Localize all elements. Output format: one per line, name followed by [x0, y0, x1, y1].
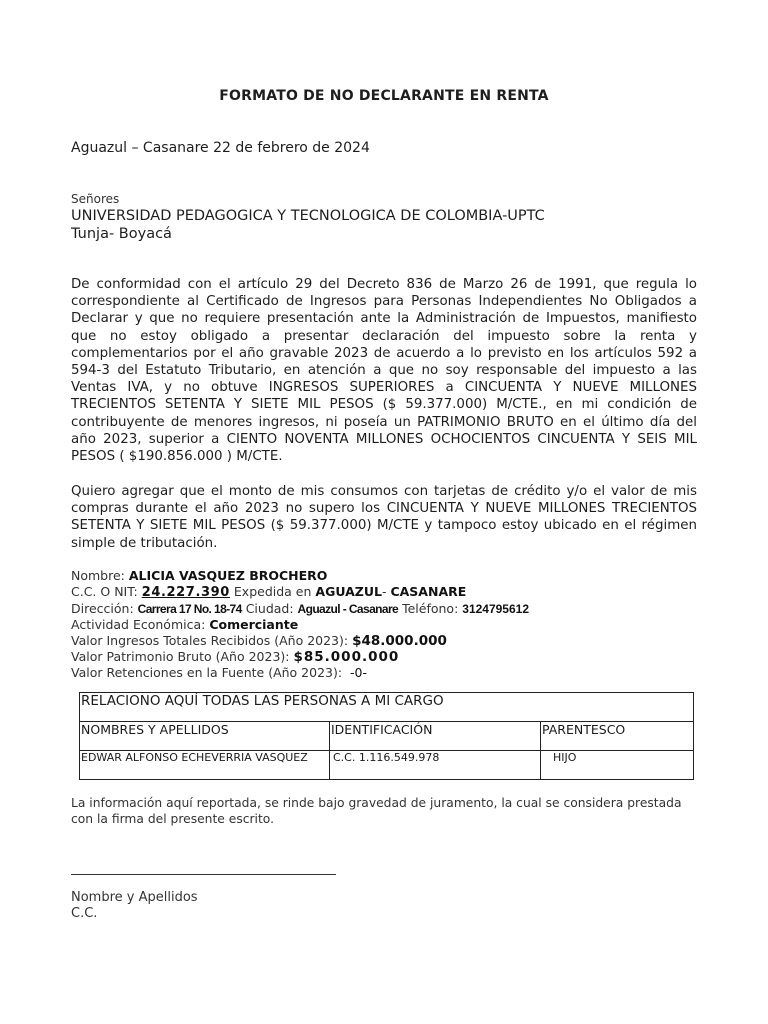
recipient-block — [71, 207, 545, 243]
dependents-table — [79, 692, 694, 780]
field-cc — [71, 584, 529, 601]
field-nombre-label: Nombre: — [71, 568, 129, 583]
field-retenciones — [71, 665, 529, 681]
signature-cc-label: C.C. — [71, 906, 98, 921]
field-direccion — [71, 601, 529, 617]
field-ciudad-label: Ciudad: — [241, 601, 298, 616]
field-ingresos-label: Valor Ingresos Totales Recibidos (Año 2023): — [71, 633, 353, 648]
dependents-heading-row — [80, 693, 694, 722]
field-patrimonio-label: Valor Patrimonio Bruto (Año 2023): — [71, 649, 294, 664]
field-expedida-sep: - — [381, 584, 391, 599]
field-retenciones-value: -0- — [350, 665, 368, 680]
document-title: FORMATO DE NO DECLARANTE EN RENTA — [219, 88, 549, 104]
field-expedida-city: AGUAZUL — [315, 584, 382, 599]
field-telefono-value: 3124795612 — [462, 602, 530, 616]
column-header-identificacion: IDENTIFICACIÓN — [330, 722, 541, 751]
field-retenciones-label: Valor Retenciones en la Fuente (Año 2023): — [71, 665, 347, 680]
field-ciudad-value: Aguazul - Casanare — [297, 602, 399, 616]
field-nombre — [71, 568, 529, 584]
field-telefono-label: Teléfono: — [398, 601, 463, 616]
field-direccion-label: Dirección: — [71, 601, 138, 616]
column-header-parentesco: PARENTESCO — [541, 722, 694, 751]
field-patrimonio — [71, 649, 529, 665]
column-header-nombres: NOMBRES Y APELLIDOS — [80, 722, 330, 751]
recipient-institution: UNIVERSIDAD PEDAGOGICA Y TECNOLOGICA DE COLOMBIA-UPTC — [71, 208, 545, 224]
field-actividad — [71, 617, 529, 633]
field-cc-value: 24.227.390 — [141, 585, 230, 600]
field-ingresos-value: $48.000.000 — [352, 633, 447, 649]
dependent-id: C.C. 1.116.549.978 — [330, 751, 541, 780]
field-ingresos — [71, 633, 529, 649]
recipient-city: Tunja- Boyacá — [71, 226, 172, 242]
field-expedida-label: Expedida en — [229, 584, 316, 599]
body-paragraph-2: Quiero agregar que el monto de mis consumos con tarjetas de crédito y/o el valor de mis compras durante el año 2023 no supero los CINCUENTA Y NUEVE MILLONES TRECIENTOS SETENTA Y SIETE MIL PESOS ($ 59.377.000) M/CTE y tampoco estoy ubicado en el régimen simple de tributación. — [71, 484, 697, 551]
signature-block — [71, 890, 198, 922]
field-patrimonio-value: $85.000.000 — [293, 649, 400, 665]
dependent-relationship: HIJO — [541, 751, 694, 780]
dependent-name: EDWAR ALFONSO ECHEVERRIA VASQUEZ — [80, 751, 330, 780]
field-actividad-value: Comerciante — [209, 617, 299, 632]
field-cc-label: C.C. O NIT: — [71, 584, 142, 599]
dependents-heading: RELACIONO AQUÍ TODAS LAS PERSONAS A MI CARGO — [80, 693, 694, 722]
oath-note: La información aquí reportada, se rinde bajo gravedad de juramento, la cual se considera prestada con la firma del presente escrito. — [71, 796, 682, 826]
declarant-fields — [71, 568, 529, 681]
field-expedida-dept: CASANARE — [390, 584, 467, 599]
dependents-column-headers — [80, 722, 694, 751]
signature-line — [71, 874, 336, 875]
signature-name-label: Nombre y Apellidos — [71, 890, 198, 905]
salutation: Señores — [71, 192, 120, 206]
place-date-line: Aguazul – Casanare 22 de febrero de 2024 — [71, 140, 370, 156]
table-row — [80, 751, 694, 780]
field-direccion-value: Carrera 17 No. 18-74 — [137, 602, 242, 616]
field-actividad-label: Actividad Económica: — [71, 617, 210, 632]
body-paragraph-1: De conformidad con el artículo 29 del Decreto 836 de Marzo 26 de 1991, que regula lo correspondiente al Certificado de Ingresos para Personas Independientes No Obligados a Declarar y que no requiere presentación ante la Administración de Impuestos, manifiesto que no estoy obligado a presentar declaración del impuesto sobre la renta y complementarios por el año gravable 2023 de acuerdo a lo previsto en los artículos 592 a 594-3 del Estatuto Tributario, en atención a que no soy responsable del impuesto a las Ventas IVA, y no obtuve INGRESOS SUPERIORES a CINCUENTA Y NUEVE MILLONES TRECIENTOS SETENTA Y SIETE MIL PESOS ($ 59.377.000) M/CTE., en mi condición de contribuyente de menores ingresos, ni poseía un PATRIMONIO BRUTO en el último día del año 2023, superior a CIENTO NOVENTA MILLONES OCHOCIENTOS CINCUENTA Y SEIS MIL PESOS ( $190.856.000 ) M/CTE. — [71, 277, 697, 465]
field-nombre-value: ALICIA VASQUEZ BROCHERO — [128, 568, 328, 583]
